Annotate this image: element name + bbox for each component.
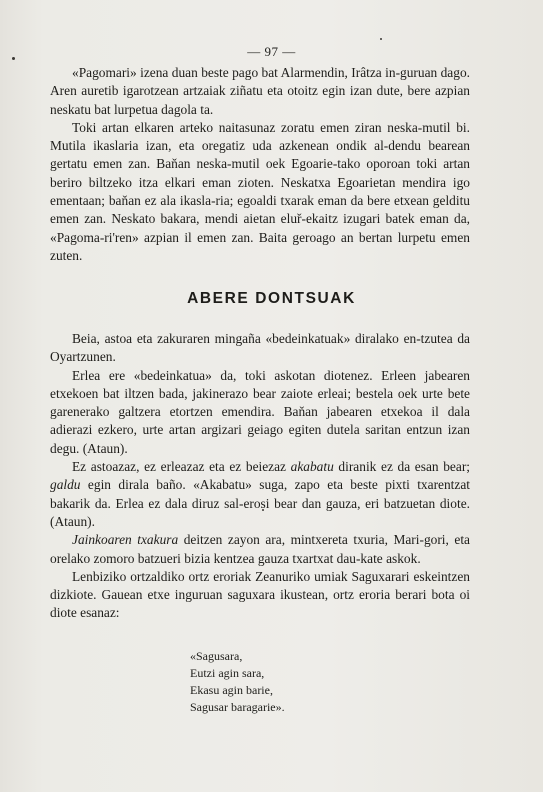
paragraph-akabatu: Ez astoazaz, ez erleazaz eta ez beiezaz akabatu diranik ez da esan bear; galdu egin dirala baño. «Akabatu» suga, zapo eta beste pixti txarentzat bakarik da. Erlea ez dala diruz sal-erosi bear dan gauza, eri batzuetan diote. (Ataun). xyxy=(50,459,471,529)
ink-speck xyxy=(380,38,382,40)
page-number: — 97 — xyxy=(247,44,296,59)
paragraph-lovers-story: Toki artan elkaren arteko naitasunaz zoratu emen ziran neska-mutil bi. Mutila ikaslaria izan, eta oregatiz uda azkenean ondik al-dendu bearean gertatu emen zan. Baňan neska-mutil oek Egoarie-tako oporoan toki artan beriro biltzeko itza elkari eman zioten. Neskatxa Egoarietan mendira igo ementaan; baňan ez ala ikasla-ria; egoaldi txarak eman da bere etxean gelditu emen zan. Neskato bakara, mendi aietan eluř-ekaitz izugari batek eman da, «Pagoma-ri'ren» azpian il emen zan. Baita geroago an bertan lurpetu emen zuten. xyxy=(50,119,470,263)
verse-line: Ekasu agin barie, xyxy=(190,683,273,697)
paragraph-pagomari: «Pagomari» izena duan beste pago bat Alarmendin, Irâtza in-guruan dago. Aren auretib igarotzean artzaiak ziñatu eta otoitz egin izan dute, bere azpian neskatu bat lurpetua dagola ta. xyxy=(50,65,470,117)
top-text-block xyxy=(50,64,470,265)
section-title: ABERE DONTSUAK xyxy=(187,290,356,307)
verse-block xyxy=(190,648,350,716)
paragraph-bees: Erlea ere «bedeinkatua» da, toki askotan diotenez. Erleen jabearen etxekoen bat iltzen bada, jakinerazo bear zaiote erleai; bestela oek urte bete garenerako galtzera etortzen emendira. Baňan jabearen etxekoa il dala adierazi ezkero, urte artan argizari geiago egiten dutela saritan entzun izan degu. (Ataun). xyxy=(50,367,470,456)
verse-line: «Sagusara, xyxy=(190,649,243,663)
verse-line: Sagusar baragarie». xyxy=(190,700,285,714)
paragraph-first-teeth: Lenbiziko ortzaldiko ortz eroriak Zeanuriko umiak Saguxarari eskeintzen dizkiote. Gauean etxe inguruan saguxara ikustean, ortz eroria berari bota oi diote esanaz: xyxy=(50,568,470,621)
verse-line: Eutzi agin sara, xyxy=(190,666,265,680)
paragraph-blessed-animals: Beia, astoa eta zakuraren mingaña «bedeinkatuak» diralako en-tzutea da Oyartzunen. xyxy=(50,331,470,365)
section-text-block xyxy=(50,330,470,623)
paragraph-jainkoaren-txakura: Jainkoaren txakura deitzen zayon ara, mintxereta txuria, Mari-gori, eta orelako zomoro batzueri bizia kentzea gauza txartxat dau-kate askok. xyxy=(50,532,470,566)
